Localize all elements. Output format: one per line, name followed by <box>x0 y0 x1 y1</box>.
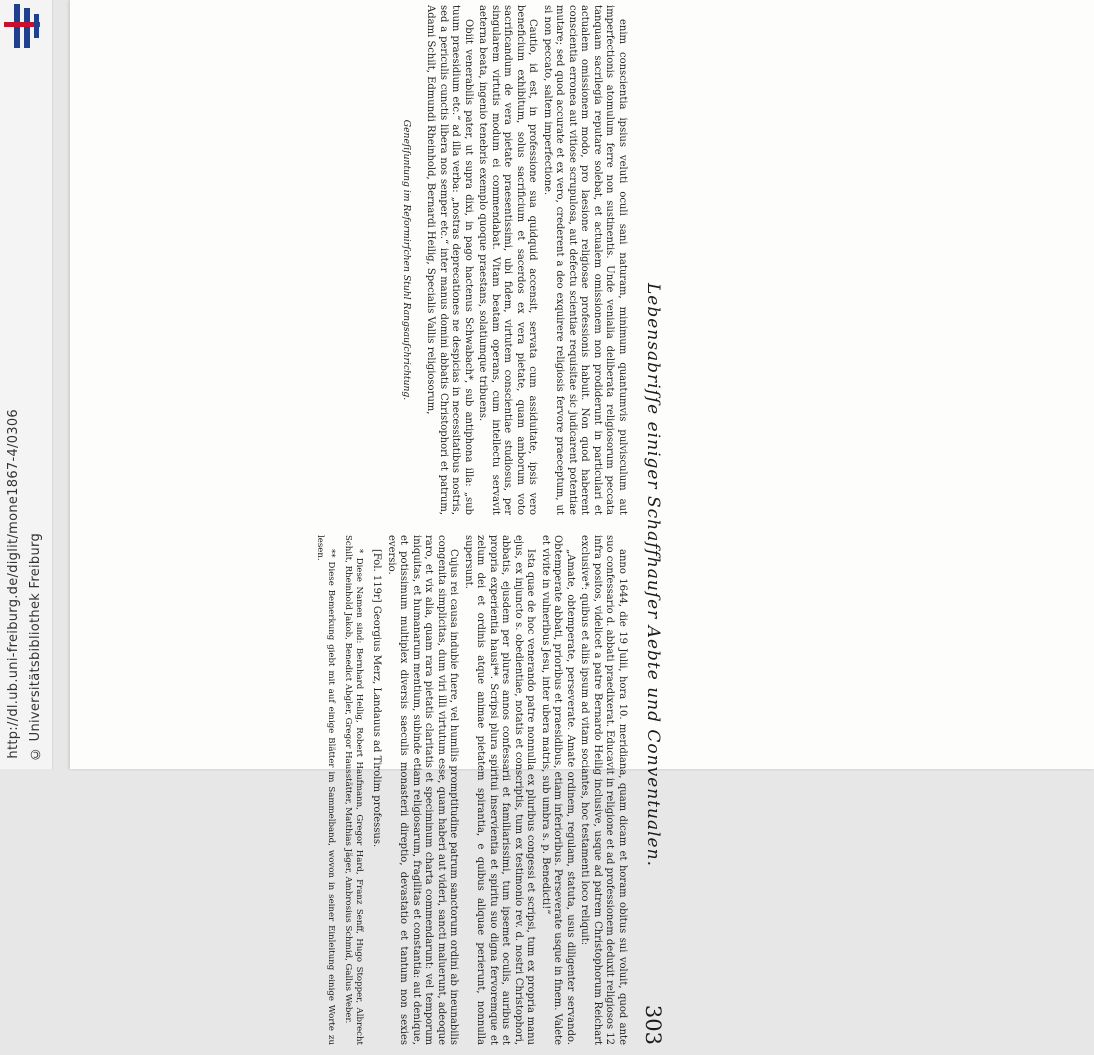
page-number: 303 <box>641 1004 665 1045</box>
scanned-page <box>70 0 1094 1045</box>
paragraph: Cautio, id est, in professione sua quidquid accensit, servata cum assiduitate, ipsis vero beneficium exhibitum, solus sacrificium et sacerdos ex vera pietate, quam amborum voto sacrificandum de vera pietate praesentissimi, ubi fidem, virtutem conscientiae studiosus, per singularem virtutis modum ei commendabat. Vitam beatam operans, cum intellectu servavit aeterna beata, ingenio tenebris exemplo quoque praestans, solatiumque tribuens. <box>477 5 539 515</box>
copyright-notice: © Universitätsbibliothek Freiburg <box>28 532 43 761</box>
paragraph: „Amate, obtemperate, perseverate. Amate ordinem, regulam, statuta, usus diligenter servando. Obtemperate abbati, prioribus et praesidibus, etiam inferioribus. Perseverate usque in finem. Valete et vivite in vulneribus Jesu, inter ubera matris, sub umbra s. p. Benedicti!“ <box>540 535 576 1045</box>
paragraph: anno 1644, die 19 Julii, hora 10. meridiana, quam dicam et horam obitus sui voluit, quod ante suo confessario d. abbati praedixerat. Educavit in religione et ad professionem deduxit religiosos 12 infra positos, videlicet a patre Bernardo Heilig inclusive, usque ad patrem Christophorum Reichart exclusive*: quibus et aliis ipsum ad vitam sociantes, hoc testamenti loco reliquit: <box>579 535 628 1045</box>
footnote: * Diese Namen sind: Bernhard Heilig, Robert Haufmann, Gregor Hard, Franz Senff, Hugo Stopper, Albrecht Schilt, Rheinhold Jakob, Benedict Abgler, Gregor Hausstätter, Matthias Jäger, Ambrosius Schmid, Gallus Weber. <box>343 535 364 1045</box>
source-url[interactable]: http://dl.ub.uni-freiburg.de/diglit/mone1867-4/0306 <box>6 409 21 759</box>
page-header <box>636 5 670 1045</box>
footnote: ** Diese Bemerkung giebt mit auf einige Blätter im Sammelband, wovon in seiner Einleitung einige Worte zu lesen. <box>315 535 336 1045</box>
column-footer: Geneſiſuntung im Reformirſchen Stuhl Rangsauſchrichtung. <box>401 119 412 401</box>
heading-line: [Fol. 119r] Georgius Merz, Landauus ad Tirolim professus. <box>371 549 383 848</box>
paragraph: enim conscientia ipsius veluti oculi sani naturam, minimum quantumvis pulvisculum aut imperfectionis atomulum ferre non sustinentis. Unde venialia deliberata religiosorum peccata tanquam sacrilegia reputare solebat, et actualem omissionem non prodiderunt in particulari et actualem omissionem modo, pro laesione religiosae professionis habuit. Non quod haberent conscientia erronea aut vitiose scrupulosa, aut defectu scientiae requisitae sic judicarent potentiae mutare; sed quod accurate et ex vero, crederent a deo exquirere religiosis fervore praeceptum, ut si non peccato, saltem imperfectione. <box>542 5 628 515</box>
paragraph: Cujus rei causa indubie fuere, vel humilis promptitudine patrum sanctorum ordini ab ineunabilis congenita simplicitas, dum viri illi virtutum esse, quam haberi aut videri, sancti maluerunt, adeoque raro, et vix alia, quam rara pietatis claritatis et speciminum charta commendarunt: vel temporum iniquitas, et humanarum mentium, subinde etiam religiosarum, fragilitas et constantia: aut denique, et potissimum multiplex diversis saeculis monasterii direptio, devastatio et tantum non sexies eversio. <box>386 535 460 1045</box>
paragraph: Obiit venerabilis pater, ut supra dixi, in pago hactenus Schwabach*, sub antiphona illa: „sub tuum praesidium etc.“ ad illa verba: „nostras deprecationes ne despicias in necessitatibus nostris, sed a periculis cunctis libera nos semper etc.“ inter manus domini abbatis Christophori et patrum, Adami Schilt, Edmundi Rheinhold, Bernardi Heilig, Specialis Vallis religiosorum, <box>425 5 474 515</box>
right-text-column <box>248 535 628 1045</box>
freiburg-library-logo-icon <box>0 0 48 58</box>
rotated-page-content <box>240 0 670 1055</box>
viewer-sidebar <box>0 0 53 769</box>
running-title: Lebensabriſſe einiger Schaffhauſer Aebte und Conventualen. <box>643 283 663 867</box>
paragraph: Ista quae de hoc venerando patre nonnulla ex pluribus congessi et scripsi, tum ex propria manu ejus, ex injuncto s. obedientiae, notatis et conscriptis, tum ex testimonio rev. d. nostri Christophori, abbatis, ejusdem per plures annos confessarii et familiarissimi, tum ipsemet oculis, auribus et propria experientia hausi**. Scripsi plura spiritui inservientia et spiritu suo digna fervoremque et zelum dei et ordinis atque animae pietatem spirantia, e quibus aliquae perierunt, nonnulla supersunt. <box>463 535 537 1045</box>
left-text-column <box>248 5 628 515</box>
